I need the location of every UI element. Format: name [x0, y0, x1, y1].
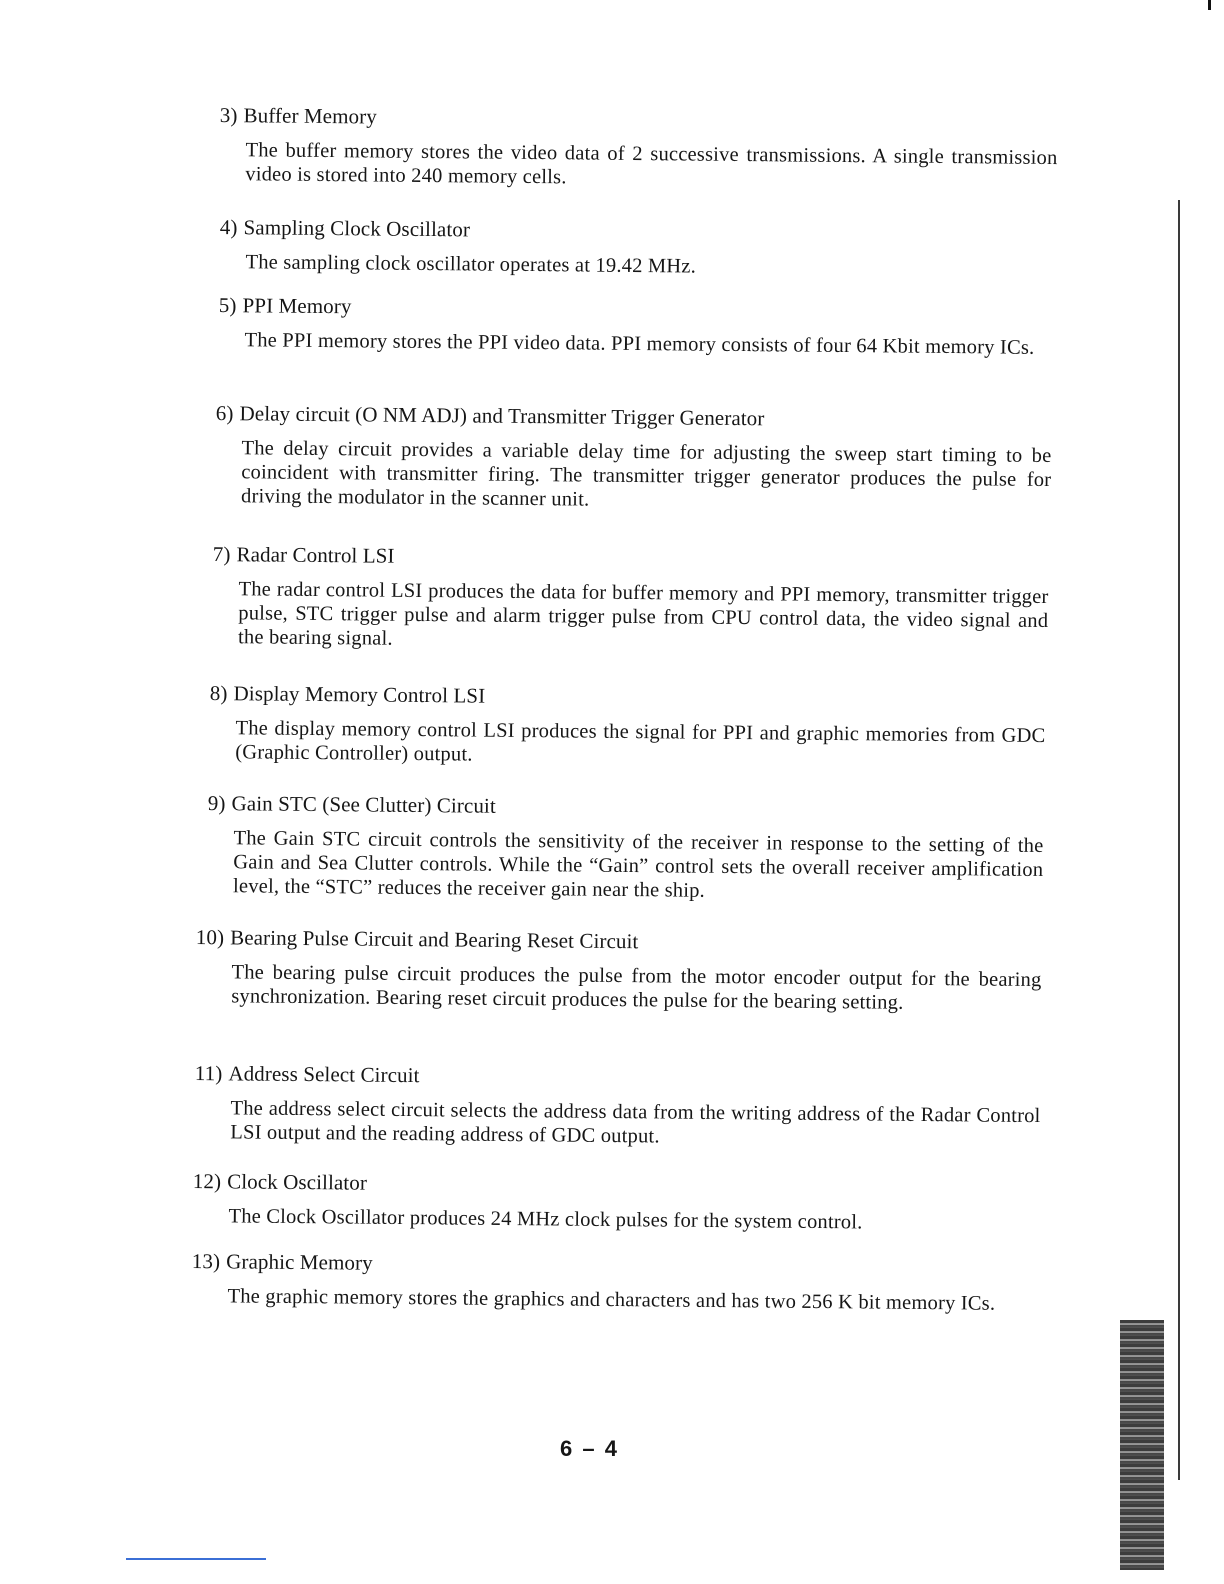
section-title: Delay circuit (O NM ADJ) and Transmitter Trigger Generator — [239, 401, 765, 431]
section-delay-circuit — [215, 400, 1076, 516]
section-number: 4) — [219, 214, 238, 240]
section-body: The address select circuit selects the address data from the writing address of the Radar Control LSI output and the reading address of GDC output. — [230, 1097, 1041, 1148]
section-body: The sampling clock oscillator operates at 19.42 MHz. — [245, 251, 697, 278]
section-heading — [213, 541, 1073, 575]
section-body: The Clock Oscillator produces 24 MHz clock pulses for the system control. — [228, 1205, 863, 1234]
section-title: Graphic Memory — [226, 1249, 373, 1275]
section-heading — [196, 924, 1056, 958]
section-number: 11) — [194, 1061, 223, 1086]
section-number: 10) — [195, 924, 225, 950]
page-number: 6 – 4 — [560, 1436, 619, 1461]
section-number: 12) — [192, 1169, 222, 1194]
page-edge-shadow — [1178, 200, 1180, 1480]
section-body: The bearing pulse circuit produces the pulse from the motor encoder output for the bearing synchronization. Bearing reset circuit produces the pulse for the bearing setting. — [231, 961, 1042, 1014]
section-number: 5) — [218, 292, 237, 318]
section-heading — [216, 400, 1076, 434]
section-heading — [195, 1060, 1055, 1094]
section-body: The graphic memory stores the graphics and characters and has two 256 K bit memory ICs. — [227, 1285, 996, 1315]
section-address-select-circuit — [194, 1060, 1055, 1152]
section-heading — [219, 292, 1079, 326]
section-title: PPI Memory — [242, 293, 352, 319]
section-heading — [208, 790, 1068, 824]
section-heading — [192, 1248, 1052, 1282]
section-number: 9) — [207, 790, 226, 816]
section-heading — [220, 102, 1080, 136]
section-title: Bearing Pulse Circuit and Bearing Reset Circuit — [230, 925, 639, 954]
section-gain-stc-circuit — [207, 790, 1068, 906]
section-buffer-memory — [219, 102, 1080, 194]
section-body: The radar control LSI produces the data for buffer memory and PPI memory, transmitter trigger pulse, STC trigger pulse and alarm trigger pulse from CPU control data, the video signal and the bearing signal. — [237, 578, 1049, 650]
section-heading — [210, 680, 1070, 714]
section-heading — [193, 1168, 1053, 1202]
section-display-memory-control-lsi — [209, 680, 1070, 772]
bottom-rule — [126, 1558, 266, 1560]
section-graphic-memory — [191, 1248, 1052, 1316]
corner-mark — [1208, 0, 1211, 10]
section-number: 7) — [212, 541, 231, 567]
section-title: Gain STC (See Clutter) Circuit — [231, 791, 496, 818]
section-number: 3) — [219, 102, 238, 128]
section-body: The display memory control LSI produces the signal for PPI and graphic memories from GDC (Graphic Controller) output. — [235, 717, 1046, 766]
section-bearing-pulse-circuit — [195, 924, 1056, 1016]
section-body: The delay circuit provides a variable delay time for adjusting the sweep start timing to be coincident with transmitter firing. The transmitter trigger generator produces the pulse for driving the modulator in the scanner unit. — [240, 437, 1052, 511]
section-body: The PPI memory stores the PPI video data. PPI memory consists of four 64 Kbit memory ICs. — [244, 329, 1035, 359]
section-title: Clock Oscillator — [227, 1169, 368, 1195]
section-clock-oscillator — [192, 1168, 1053, 1236]
section-body: The Gain STC circuit controls the sensitivity of the receiver in response to the setting of the Gain and Sea Clutter controls. While the “Gain” control sets the overall receiver amplification level, the “STC” reduces the receiver gain near the ship. — [232, 827, 1044, 902]
section-title: Sampling Clock Oscillator — [243, 215, 471, 242]
section-body: The buffer memory stores the video data of 2 successive transmissions. A single transmission video is stored into 240 memory cells. — [245, 139, 1058, 189]
section-title: Display Memory Control LSI — [233, 681, 486, 708]
section-radar-control-lsi — [212, 541, 1073, 657]
section-ppi-memory — [218, 292, 1079, 360]
section-number: 8) — [209, 680, 228, 706]
binding-edge-mark — [1120, 1320, 1164, 1570]
section-title: Buffer Memory — [243, 103, 377, 129]
section-title: Radar Control LSI — [236, 542, 395, 568]
section-title: Address Select Circuit — [228, 1061, 420, 1088]
section-sampling-clock-oscillator — [219, 214, 1080, 282]
section-number: 13) — [191, 1249, 221, 1274]
section-number: 6) — [215, 400, 234, 426]
section-heading — [220, 214, 1080, 248]
